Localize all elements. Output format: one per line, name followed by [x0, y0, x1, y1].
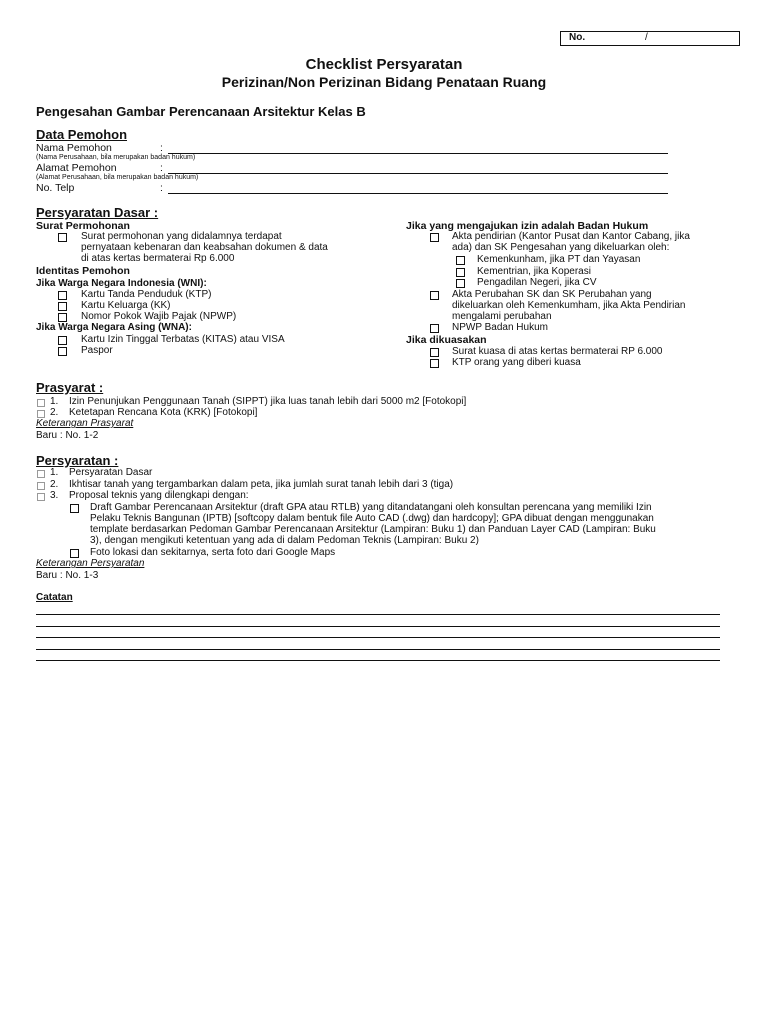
nama-label: Nama Pemohon	[36, 142, 112, 154]
checkbox[interactable]	[430, 359, 439, 368]
checkbox[interactable]	[37, 399, 45, 407]
wni-heading: Jika Warga Negara Indonesia (WNI):	[36, 278, 207, 289]
surat-heading: Surat Permohonan	[36, 220, 130, 232]
persyaratan-item: Ikhtisar tanah yang tergambarkan dalam peta, jika jumlah surat tanah lebih dari 3 (tiga)	[69, 479, 454, 490]
foto-item: Foto lokasi dan sekitarnya, serta foto dari Google Maps	[90, 547, 336, 558]
kuasa-item: KTP orang yang diberi kuasa	[452, 357, 581, 368]
wni-item: Kartu Keluarga (KK)	[81, 300, 171, 311]
surat-line: pernyataan kebenaran dan keabsahan dokumen & data	[81, 242, 328, 253]
checkbox[interactable]	[58, 233, 67, 242]
telp-field[interactable]	[168, 193, 668, 194]
kuasa-item: Surat kuasa di atas kertas bermaterai RP 6.000	[452, 346, 663, 357]
telp-label: No. Telp	[36, 182, 75, 194]
bh-sub-item: Kemenkunham, jika PT dan Yayasan	[477, 254, 641, 265]
checkbox[interactable]	[456, 268, 465, 277]
dasar-heading: Persyaratan Dasar :	[36, 205, 159, 220]
checkbox[interactable]	[58, 347, 67, 356]
wna-item: Kartu Izin Tinggal Terbatas (KITAS) atau VISA	[81, 334, 285, 345]
wna-item: Paspor	[81, 345, 113, 356]
catatan-line[interactable]	[36, 626, 720, 627]
number-separator: /	[645, 32, 648, 43]
nama-field[interactable]	[168, 153, 668, 154]
surat-line: Surat permohonan yang didalamnya terdapat	[81, 231, 282, 242]
checkbox[interactable]	[37, 482, 45, 490]
wna-heading: Jika Warga Negara Asing (WNA):	[36, 322, 192, 333]
pemohon-heading: Data Pemohon	[36, 127, 128, 142]
bh-perubahan-line: Akta Perubahan SK dan SK Perubahan yang	[452, 289, 652, 300]
kuasa-heading: Jika dikuasakan	[406, 334, 487, 346]
checkbox[interactable]	[430, 233, 439, 242]
checkbox[interactable]	[37, 470, 45, 478]
checkbox[interactable]	[70, 549, 79, 558]
persyaratan-heading: Persyaratan :	[36, 453, 119, 468]
number-box	[560, 31, 740, 46]
number-label: No.	[569, 32, 586, 43]
prasyarat-ket-label: Keterangan Prasyarat	[36, 418, 134, 429]
checkbox[interactable]	[58, 291, 67, 300]
prasyarat-item: Ketetapan Rencana Kota (KRK) [Fotokopi]	[69, 407, 258, 418]
telp-colon: :	[160, 182, 163, 194]
alamat-note: (Alamat Perusahaan, bila merupakan badan hukum)	[36, 174, 199, 181]
bh-akta-line: Akta pendirian (Kantor Pusat dan Kantor Cabang, jika	[452, 231, 690, 242]
prasyarat-heading: Prasyarat :	[36, 380, 104, 395]
wni-item: Kartu Tanda Penduduk (KTP)	[81, 289, 212, 300]
persyaratan-item: Proposal teknis yang dilengkapi dengan:	[69, 490, 249, 501]
surat-line: di atas kertas bermaterai Rp 6.000	[81, 253, 235, 264]
identitas-heading: Identitas Pemohon	[36, 265, 130, 277]
catatan-line[interactable]	[36, 649, 720, 650]
persyaratan-num: 1.	[50, 467, 59, 478]
checkbox[interactable]	[58, 336, 67, 345]
checkbox[interactable]	[58, 302, 67, 311]
alamat-field[interactable]	[168, 173, 668, 174]
bh-heading: Jika yang mengajukan izin adalah Badan Hukum	[406, 220, 649, 232]
checkbox[interactable]	[430, 348, 439, 357]
checkbox[interactable]	[37, 410, 45, 418]
checkbox[interactable]	[456, 279, 465, 288]
checkbox[interactable]	[430, 324, 439, 333]
checkbox[interactable]	[70, 504, 79, 513]
checkbox[interactable]	[37, 493, 45, 501]
document-title: Pengesahan Gambar Perencanaan Arsitektur Kelas B	[36, 104, 366, 119]
persyaratan-ket-value: Baru : No. 1-3	[36, 570, 99, 581]
nama-note: (Nama Perusahaan, bila merupakan badan hukum)	[36, 154, 196, 161]
bh-npwp: NPWP Badan Hukum	[452, 322, 548, 333]
bh-sub-item: Kementrian, jika Koperasi	[477, 266, 591, 277]
catatan-heading: Catatan	[36, 592, 73, 603]
prasyarat-num: 1.	[50, 396, 59, 407]
prasyarat-ket-value: Baru : No. 1-2	[36, 430, 99, 441]
wni-item: Nomor Pokok Wajib Pajak (NPWP)	[81, 311, 237, 322]
catatan-line[interactable]	[36, 614, 720, 615]
catatan-line[interactable]	[36, 660, 720, 661]
catatan-line[interactable]	[36, 637, 720, 638]
persyaratan-num: 2.	[50, 479, 59, 490]
draft-line: 3), dengan mengikuti ketentuan yang ada di dalam Pedoman Teknis (Lampiran: Buku 2)	[90, 535, 479, 546]
alamat-colon: :	[160, 162, 163, 174]
draft-line: template berdasarkan Pedoman Gambar Perencanaan Arsitektur (Lampiran: Buku 1) dan Panduan Layer CAD (Lampiran: Buku	[90, 524, 656, 535]
checkbox[interactable]	[430, 291, 439, 300]
prasyarat-num: 2.	[50, 407, 59, 418]
checkbox[interactable]	[58, 313, 67, 322]
page-subtitle: Perizinan/Non Perizinan Bidang Penataan Ruang	[221, 74, 547, 90]
bh-perubahan-line: mengalami perubahan	[452, 311, 552, 322]
bh-sub-item: Pengadilan Negeri, jika CV	[477, 277, 597, 288]
persyaratan-ket-label: Keterangan Persyaratan	[36, 558, 145, 569]
persyaratan-num: 3.	[50, 490, 59, 501]
bh-perubahan-line: dikeluarkan oleh Kemenkumham, jika Akta Pendirian	[452, 300, 686, 311]
checkbox[interactable]	[456, 256, 465, 265]
bh-akta-line: ada) dan SK Pengesahan yang dikeluarkan oleh:	[452, 242, 670, 253]
persyaratan-item: Persyaratan Dasar	[69, 467, 153, 478]
prasyarat-item: Izin Penunjukan Penggunaan Tanah (SIPPT) jika luas tanah lebih dari 5000 m2 [Fotokopi]	[69, 396, 467, 407]
draft-line: Draft Gambar Perencanaan Arsitektur (draft GPA atau RTLB) yang ditandatangani oleh konsultan perencana yang memiliki Izin	[90, 502, 652, 513]
draft-line: Pelaku Teknis Bangunan (IPTB) [softcopy dalam bentuk file Auto CAD (.dwg) dan hardcopy]; GPA dibuat dengan menggunakan	[90, 513, 654, 524]
page-title: Checklist Persyaratan	[305, 56, 463, 73]
alamat-label: Alamat Pemohon	[36, 162, 117, 174]
nama-colon: :	[160, 142, 163, 154]
